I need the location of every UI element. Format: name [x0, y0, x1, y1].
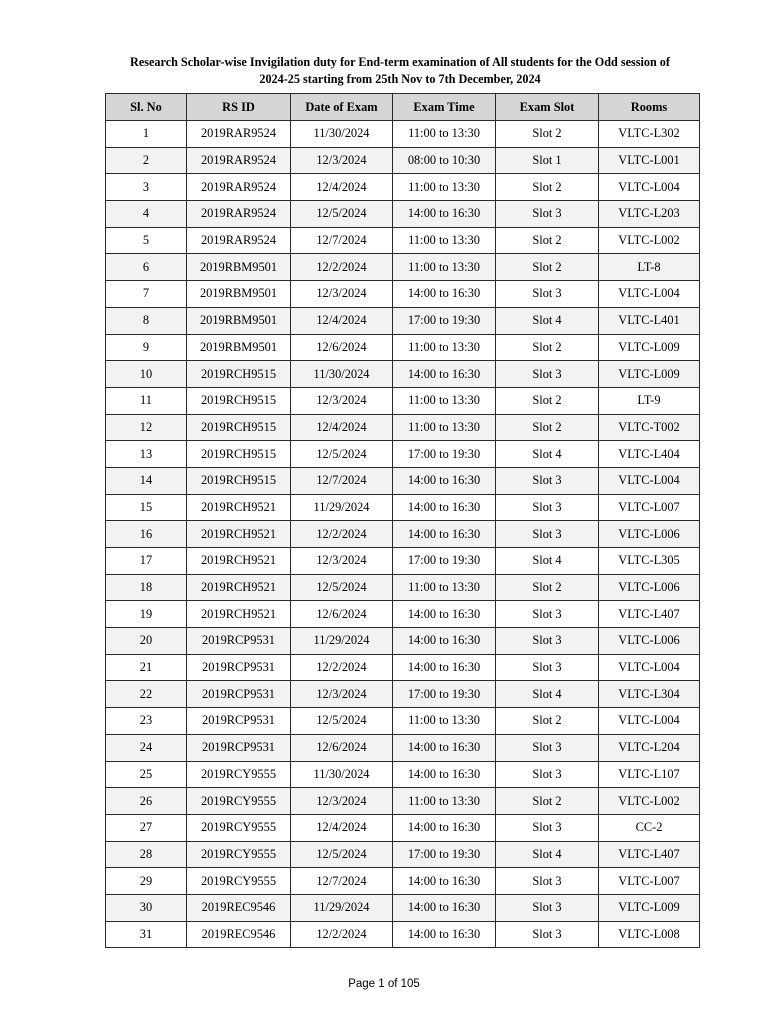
cell-time: 11:00 to 13:30	[393, 174, 496, 201]
cell-rs-id: 2019RAR9524	[187, 121, 291, 148]
cell-sl-no: 4	[106, 201, 187, 228]
cell-room: VLTC-L002	[599, 227, 700, 254]
cell-rs-id: 2019REC9546	[187, 894, 291, 921]
cell-rs-id: 2019RBM9501	[187, 307, 291, 334]
cell-room: VLTC-L001	[599, 147, 700, 174]
cell-time: 17:00 to 19:30	[393, 441, 496, 468]
cell-time: 17:00 to 19:30	[393, 307, 496, 334]
cell-date: 12/2/2024	[291, 254, 393, 281]
cell-time: 11:00 to 13:30	[393, 574, 496, 601]
cell-time: 11:00 to 13:30	[393, 334, 496, 361]
table-row	[106, 414, 700, 441]
table-row	[106, 681, 700, 708]
cell-room: VLTC-L401	[599, 307, 700, 334]
cell-sl-no: 8	[106, 307, 187, 334]
table-row	[106, 814, 700, 841]
cell-rs-id: 2019RCH9521	[187, 548, 291, 575]
cell-slot: Slot 3	[496, 894, 599, 921]
cell-time: 17:00 to 19:30	[393, 841, 496, 868]
cell-slot: Slot 3	[496, 628, 599, 655]
table-row	[106, 147, 700, 174]
cell-time: 11:00 to 13:30	[393, 788, 496, 815]
cell-time: 14:00 to 16:30	[393, 601, 496, 628]
cell-rs-id: 2019RAR9524	[187, 174, 291, 201]
cell-sl-no: 14	[106, 467, 187, 494]
cell-date: 11/29/2024	[291, 894, 393, 921]
cell-room: CC-2	[599, 814, 700, 841]
cell-date: 12/3/2024	[291, 681, 393, 708]
cell-slot: Slot 3	[496, 761, 599, 788]
cell-time: 08:00 to 10:30	[393, 147, 496, 174]
cell-time: 17:00 to 19:30	[393, 681, 496, 708]
cell-time: 14:00 to 16:30	[393, 814, 496, 841]
cell-rs-id: 2019RBM9501	[187, 254, 291, 281]
cell-rs-id: 2019RCP9531	[187, 734, 291, 761]
cell-rs-id: 2019RCH9515	[187, 414, 291, 441]
cell-sl-no: 7	[106, 281, 187, 308]
cell-slot: Slot 2	[496, 227, 599, 254]
cell-slot: Slot 3	[496, 921, 599, 948]
cell-rs-id: 2019RCH9515	[187, 441, 291, 468]
cell-date: 12/7/2024	[291, 868, 393, 895]
cell-sl-no: 16	[106, 521, 187, 548]
cell-room: VLTC-L407	[599, 841, 700, 868]
cell-room: VLTC-L007	[599, 868, 700, 895]
cell-time: 11:00 to 13:30	[393, 708, 496, 735]
table-row	[106, 708, 700, 735]
cell-time: 14:00 to 16:30	[393, 734, 496, 761]
cell-sl-no: 26	[106, 788, 187, 815]
cell-sl-no: 23	[106, 708, 187, 735]
cell-sl-no: 12	[106, 414, 187, 441]
table-row	[106, 387, 700, 414]
cell-slot: Slot 1	[496, 147, 599, 174]
cell-time: 17:00 to 19:30	[393, 548, 496, 575]
cell-date: 11/30/2024	[291, 361, 393, 388]
cell-time: 14:00 to 16:30	[393, 494, 496, 521]
cell-date: 12/4/2024	[291, 174, 393, 201]
cell-date: 11/30/2024	[291, 121, 393, 148]
cell-rs-id: 2019RBM9501	[187, 334, 291, 361]
cell-room: VLTC-L004	[599, 708, 700, 735]
cell-slot: Slot 2	[496, 414, 599, 441]
cell-slot: Slot 2	[496, 174, 599, 201]
cell-sl-no: 6	[106, 254, 187, 281]
cell-slot: Slot 2	[496, 574, 599, 601]
table-row	[106, 334, 700, 361]
table-row	[106, 548, 700, 575]
cell-rs-id: 2019RCP9531	[187, 628, 291, 655]
cell-rs-id: 2019RCY9555	[187, 814, 291, 841]
cell-room: VLTC-L006	[599, 521, 700, 548]
cell-sl-no: 10	[106, 361, 187, 388]
header-exam-time: Exam Time	[393, 94, 496, 121]
table-row	[106, 174, 700, 201]
cell-sl-no: 3	[106, 174, 187, 201]
cell-rs-id: 2019RCY9555	[187, 841, 291, 868]
cell-date: 12/4/2024	[291, 814, 393, 841]
cell-room: VLTC-L006	[599, 628, 700, 655]
cell-date: 12/4/2024	[291, 307, 393, 334]
header-rooms: Rooms	[599, 94, 700, 121]
table-row	[106, 494, 700, 521]
cell-slot: Slot 3	[496, 467, 599, 494]
cell-time: 14:00 to 16:30	[393, 281, 496, 308]
cell-rs-id: 2019RCH9521	[187, 521, 291, 548]
cell-sl-no: 22	[106, 681, 187, 708]
cell-date: 12/5/2024	[291, 841, 393, 868]
cell-sl-no: 31	[106, 921, 187, 948]
table-row	[106, 281, 700, 308]
cell-sl-no: 29	[106, 868, 187, 895]
cell-room: VLTC-L004	[599, 654, 700, 681]
cell-room: VLTC-L203	[599, 201, 700, 228]
cell-rs-id: 2019RCH9521	[187, 601, 291, 628]
cell-sl-no: 19	[106, 601, 187, 628]
cell-slot: Slot 3	[496, 654, 599, 681]
cell-time: 14:00 to 16:30	[393, 761, 496, 788]
cell-sl-no: 30	[106, 894, 187, 921]
table-row	[106, 841, 700, 868]
cell-rs-id: 2019RCH9521	[187, 494, 291, 521]
table-row	[106, 788, 700, 815]
cell-room: VLTC-L004	[599, 467, 700, 494]
cell-date: 12/3/2024	[291, 281, 393, 308]
cell-date: 12/5/2024	[291, 574, 393, 601]
cell-date: 11/30/2024	[291, 761, 393, 788]
table-row	[106, 734, 700, 761]
cell-slot: Slot 2	[496, 708, 599, 735]
cell-date: 12/2/2024	[291, 521, 393, 548]
cell-room: VLTC-L305	[599, 548, 700, 575]
cell-rs-id: 2019RAR9524	[187, 147, 291, 174]
cell-room: LT-9	[599, 387, 700, 414]
cell-rs-id: 2019RBM9501	[187, 281, 291, 308]
table-row	[106, 307, 700, 334]
cell-slot: Slot 2	[496, 334, 599, 361]
cell-room: VLTC-L407	[599, 601, 700, 628]
cell-rs-id: 2019RCH9515	[187, 467, 291, 494]
cell-date: 12/2/2024	[291, 921, 393, 948]
table-row	[106, 601, 700, 628]
cell-slot: Slot 4	[496, 841, 599, 868]
cell-slot: Slot 2	[496, 788, 599, 815]
cell-date: 11/29/2024	[291, 628, 393, 655]
cell-sl-no: 25	[106, 761, 187, 788]
table-row	[106, 361, 700, 388]
cell-slot: Slot 4	[496, 441, 599, 468]
cell-sl-no: 5	[106, 227, 187, 254]
table-row	[106, 254, 700, 281]
cell-time: 14:00 to 16:30	[393, 894, 496, 921]
cell-slot: Slot 3	[496, 494, 599, 521]
cell-room: VLTC-L002	[599, 788, 700, 815]
cell-room: VLTC-L008	[599, 921, 700, 948]
cell-slot: Slot 2	[496, 254, 599, 281]
cell-slot: Slot 3	[496, 361, 599, 388]
cell-room: VLTC-L304	[599, 681, 700, 708]
cell-room: VLTC-L007	[599, 494, 700, 521]
cell-time: 11:00 to 13:30	[393, 254, 496, 281]
table-row	[106, 894, 700, 921]
table-row	[106, 868, 700, 895]
cell-date: 12/5/2024	[291, 201, 393, 228]
cell-rs-id: 2019REC9546	[187, 921, 291, 948]
cell-rs-id: 2019RCY9555	[187, 761, 291, 788]
title-line-1: Research Scholar-wise Invigilation duty for End-term examination of All students for the Odd session of	[130, 55, 670, 69]
cell-sl-no: 15	[106, 494, 187, 521]
document-title	[104, 54, 696, 87]
cell-slot: Slot 4	[496, 307, 599, 334]
invigilation-duty-table	[105, 93, 700, 948]
cell-sl-no: 27	[106, 814, 187, 841]
table-row	[106, 201, 700, 228]
cell-date: 12/3/2024	[291, 147, 393, 174]
cell-date: 12/3/2024	[291, 387, 393, 414]
cell-room: VLTC-L302	[599, 121, 700, 148]
cell-sl-no: 24	[106, 734, 187, 761]
cell-slot: Slot 3	[496, 868, 599, 895]
cell-date: 12/3/2024	[291, 548, 393, 575]
cell-room: VLTC-L107	[599, 761, 700, 788]
cell-date: 12/7/2024	[291, 227, 393, 254]
cell-room: VLTC-L204	[599, 734, 700, 761]
table-header-row	[106, 94, 700, 121]
table-body	[106, 121, 700, 948]
cell-sl-no: 13	[106, 441, 187, 468]
header-rs-id: RS ID	[187, 94, 291, 121]
cell-time: 14:00 to 16:30	[393, 361, 496, 388]
cell-room: VLTC-L004	[599, 281, 700, 308]
cell-room: VLTC-L004	[599, 174, 700, 201]
cell-rs-id: 2019RCP9531	[187, 708, 291, 735]
cell-slot: Slot 3	[496, 281, 599, 308]
cell-date: 12/2/2024	[291, 654, 393, 681]
cell-time: 14:00 to 16:30	[393, 654, 496, 681]
cell-date: 12/5/2024	[291, 441, 393, 468]
table-row	[106, 121, 700, 148]
cell-rs-id: 2019RCH9521	[187, 574, 291, 601]
cell-time: 11:00 to 13:30	[393, 414, 496, 441]
cell-slot: Slot 3	[496, 734, 599, 761]
table-row	[106, 227, 700, 254]
cell-time: 14:00 to 16:30	[393, 467, 496, 494]
cell-date: 12/6/2024	[291, 601, 393, 628]
header-sl-no: Sl. No	[106, 94, 187, 121]
cell-slot: Slot 4	[496, 681, 599, 708]
cell-date: 12/6/2024	[291, 334, 393, 361]
cell-slot: Slot 3	[496, 201, 599, 228]
cell-date: 12/3/2024	[291, 788, 393, 815]
cell-date: 12/6/2024	[291, 734, 393, 761]
header-exam-slot: Exam Slot	[496, 94, 599, 121]
cell-time: 11:00 to 13:30	[393, 227, 496, 254]
cell-rs-id: 2019RCY9555	[187, 788, 291, 815]
cell-rs-id: 2019RCP9531	[187, 654, 291, 681]
cell-room: VLTC-L006	[599, 574, 700, 601]
cell-slot: Slot 2	[496, 121, 599, 148]
table-row	[106, 761, 700, 788]
cell-room: VLTC-L404	[599, 441, 700, 468]
cell-sl-no: 17	[106, 548, 187, 575]
cell-date: 12/4/2024	[291, 414, 393, 441]
table-row	[106, 628, 700, 655]
table-row	[106, 441, 700, 468]
cell-time: 14:00 to 16:30	[393, 921, 496, 948]
cell-sl-no: 9	[106, 334, 187, 361]
page-number: Page 1 of 105	[348, 978, 420, 990]
cell-rs-id: 2019RCH9515	[187, 361, 291, 388]
cell-slot: Slot 4	[496, 548, 599, 575]
table-row	[106, 467, 700, 494]
cell-rs-id: 2019RAR9524	[187, 227, 291, 254]
cell-time: 11:00 to 13:30	[393, 121, 496, 148]
cell-room: LT-8	[599, 254, 700, 281]
cell-rs-id: 2019RCY9555	[187, 868, 291, 895]
cell-slot: Slot 3	[496, 601, 599, 628]
cell-time: 14:00 to 16:30	[393, 521, 496, 548]
cell-sl-no: 2	[106, 147, 187, 174]
cell-date: 12/5/2024	[291, 708, 393, 735]
cell-room: VLTC-T002	[599, 414, 700, 441]
cell-room: VLTC-L009	[599, 334, 700, 361]
cell-slot: Slot 2	[496, 387, 599, 414]
table-row	[106, 921, 700, 948]
table-row	[106, 654, 700, 681]
cell-sl-no: 28	[106, 841, 187, 868]
cell-slot: Slot 3	[496, 521, 599, 548]
cell-time: 14:00 to 16:30	[393, 868, 496, 895]
table-row	[106, 521, 700, 548]
cell-sl-no: 11	[106, 387, 187, 414]
cell-date: 12/7/2024	[291, 467, 393, 494]
cell-date: 11/29/2024	[291, 494, 393, 521]
cell-rs-id: 2019RCH9515	[187, 387, 291, 414]
cell-sl-no: 20	[106, 628, 187, 655]
cell-slot: Slot 3	[496, 814, 599, 841]
cell-time: 14:00 to 16:30	[393, 628, 496, 655]
cell-rs-id: 2019RCP9531	[187, 681, 291, 708]
title-line-2: 2024-25 starting from 25th Nov to 7th December, 2024	[259, 71, 541, 86]
cell-sl-no: 21	[106, 654, 187, 681]
cell-rs-id: 2019RAR9524	[187, 201, 291, 228]
cell-room: VLTC-L009	[599, 894, 700, 921]
cell-time: 11:00 to 13:30	[393, 387, 496, 414]
cell-sl-no: 18	[106, 574, 187, 601]
header-date-of-exam: Date of Exam	[291, 94, 393, 121]
cell-time: 14:00 to 16:30	[393, 201, 496, 228]
cell-sl-no: 1	[106, 121, 187, 148]
cell-room: VLTC-L009	[599, 361, 700, 388]
table-row	[106, 574, 700, 601]
